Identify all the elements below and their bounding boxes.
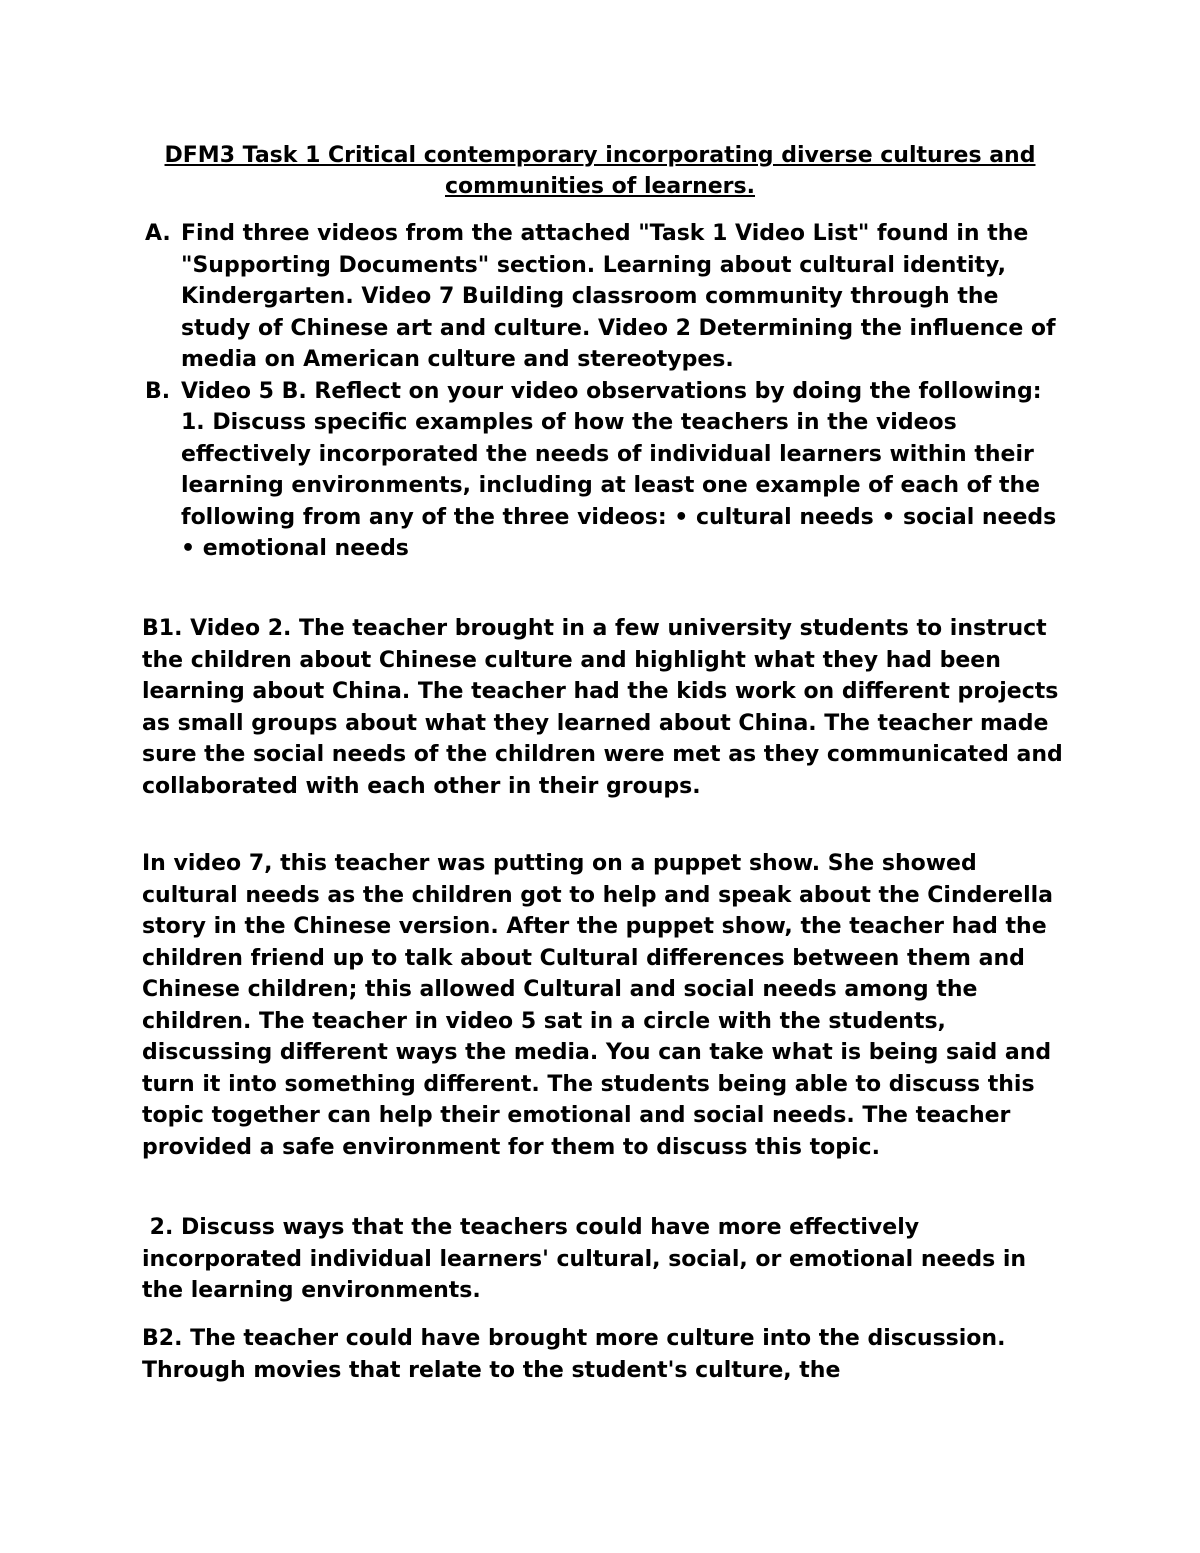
list-marker: A. [145, 221, 171, 246]
paragraph-video-7: In video 7, this teacher was putting on a puppet show. She showed cultural needs as the children got to help and speak about the Cinderella story in the Chinese version. After the puppet show, the teacher had the children friend up to talk about Cultural differences between them and Chinese children; this allowed Cultural and social needs among the children. The teacher in video 5 sat in a circle with the students, discussing different ways the media. You can take what is being said and turn it into something different. The students being able to discuss this topic together can help their emotional and social needs. The teacher provided a safe environment for them to discuss this topic. [142, 851, 1054, 1160]
paragraph-question-2: 2. Discuss ways that the teachers could have more effectively incorporated individual learners' cultural, social, or emotional needs in the learning environments. [142, 1215, 1034, 1303]
task-list [140, 218, 1070, 565]
list-item-text: Find three videos from the attached "Task 1 Video List" found in the "Supporting Documents" section. Learning about cultural identity, Kindergarten. Video 7 Building classroom community through the study of Chinese art and culture. Video 2 Determining the influence of media on American culture and stereotypes. [181, 221, 1056, 372]
paragraph-b2: B2. The teacher could have brought more culture into the discussion. Through movies that relate to the student's culture, the [142, 1326, 1006, 1383]
paragraph-b1: B1. Video 2. The teacher brought in a few university students to instruct the children about Chinese culture and highlight what they had been learning about China. The teacher had the kids work on different projects as small groups about what they learned about China. The teacher made sure the social needs of the children were met as they communicated and collaborated with each other in their groups. [142, 616, 1063, 799]
document-title: DFM3 Task 1 Critical contemporary incorporating diverse cultures and communities of learners. [164, 143, 1036, 199]
list-item [140, 376, 1070, 565]
list-marker: B. [145, 378, 171, 404]
list-item [140, 218, 1070, 376]
list-item-text: Video 5 B. Reflect on your video observations by doing the following: 1. Discuss specific examples of how the teachers in the videos effectively incorporated the needs of individual learners within their learning environments, including at least one example of each of the following from any of the three videos: • cultural needs • social needs • emotional needs [181, 378, 1057, 561]
